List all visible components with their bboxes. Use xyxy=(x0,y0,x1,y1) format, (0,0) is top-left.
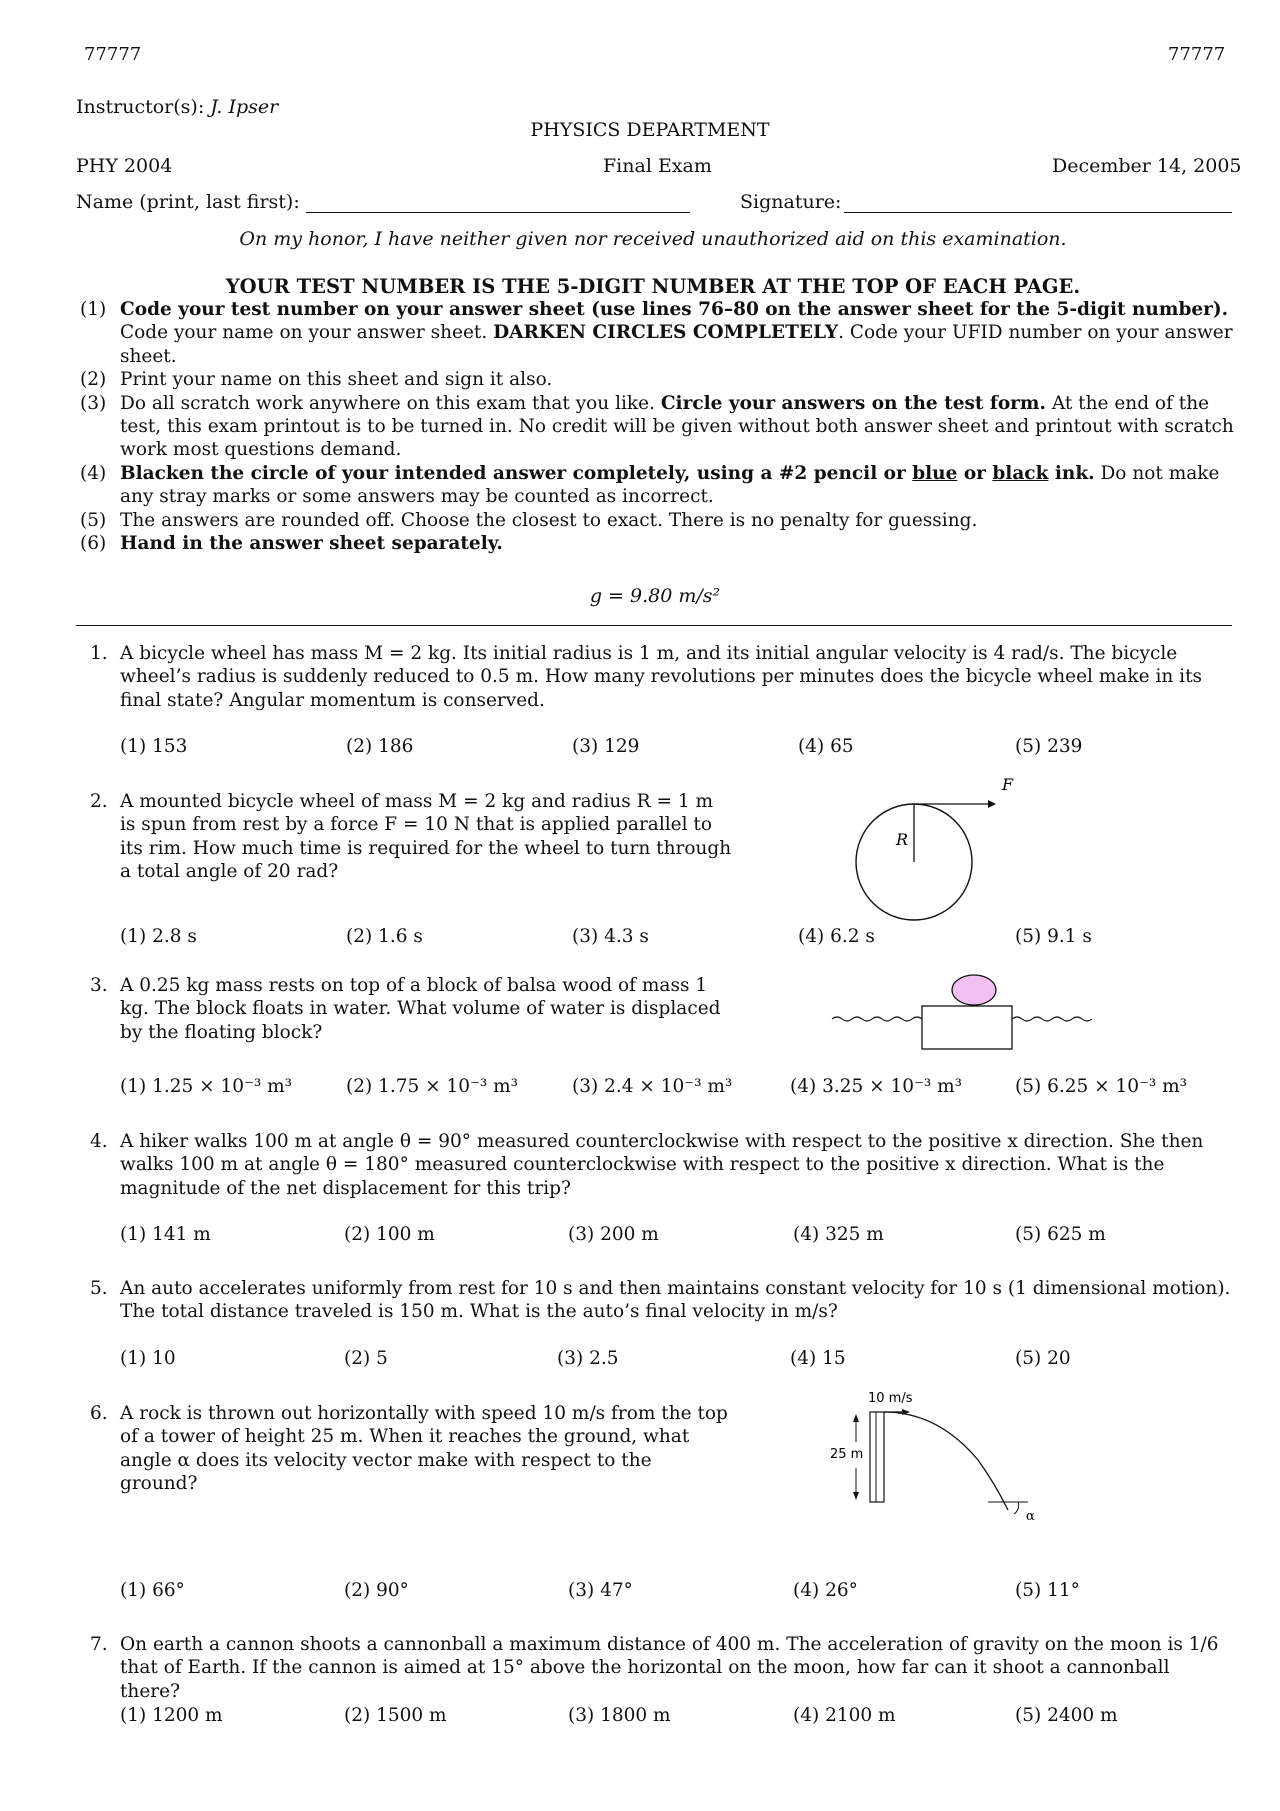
alpha-arc xyxy=(1014,1502,1019,1514)
choice[interactable]: (2) 1.6 s xyxy=(346,926,423,947)
question-5: 5. An auto accelerates uniformly from rest for 10 s and then maintains constant velocity for 10 s (1 dimensional motion). The total distance traveled is 150 m. What is the auto’s final velocity in m/s? xyxy=(90,1278,1231,1323)
choice[interactable]: (5) 11° xyxy=(1015,1580,1080,1601)
question-text: An auto accelerates uniformly from rest for 10 s and then maintains constant velocity for 10 s (1 dimensional motion). The total distance traveled is 150 m. What is the auto’s final velocity in m/s? xyxy=(120,1278,1231,1323)
force-arrowhead xyxy=(988,800,996,808)
choice[interactable]: (1) 1200 m xyxy=(120,1705,223,1726)
department-title: PHYSICS DEPARTMENT xyxy=(530,119,770,141)
choice[interactable]: (2) 90° xyxy=(344,1580,409,1601)
question-4: 4. A hiker walks 100 m at angle θ = 90° measured counterclockwise with respect to the positive x direction. She then walks 100 m at angle θ = 180° measured counterclockwise with respect to the positive x direction. What is the magnitude of the net displacement for this trip? xyxy=(90,1130,1232,1200)
instruction-item: (1) Code your test number on your answer sheet (use lines 76–80 on the answer sheet for the 5-digit number). Code your name on your answer sheet. DARKEN CIRCLES COMPLETELY. Code your UFID number on your answer sheet. xyxy=(80,299,1233,367)
honor-statement: On my honor, I have neither given nor received unauthorized aid on this examination. xyxy=(239,228,1067,250)
test-number-left: 77777 xyxy=(84,44,142,65)
choices-q4 xyxy=(120,1224,1220,1248)
choice[interactable]: (2) 1.75 × 10⁻³ m³ xyxy=(346,1076,519,1097)
height-label: 25 m xyxy=(830,1447,864,1462)
question-6: 6. A rock is thrown out horizontally with speed 10 m/s from the top of a tower of height 25 m. When it reaches the ground, what angle α does its velocity vector make with respect to the ground? xyxy=(90,1402,732,1496)
choice[interactable]: (4) 3.25 × 10⁻³ m³ xyxy=(790,1076,963,1097)
test-number-right: 77777 xyxy=(1168,44,1226,65)
choice[interactable]: (1) 10 xyxy=(120,1348,176,1369)
floating-block-diagram xyxy=(828,966,1108,1058)
signature-field-line[interactable] xyxy=(844,212,1232,213)
question-2: 2. A mounted bicycle wheel of mass M = 2 kg and radius R = 1 m is spun from rest by a force F = 10 N that is applied parallel to its rim. How much time is required for the wheel to turn through a total angle of 20 rad? xyxy=(90,791,732,883)
choices-q3 xyxy=(120,1076,1220,1100)
question-3: 3. A 0.25 kg mass rests on top of a block of balsa wood of mass 1 kg. The block floats in water. What volume of water is displaced by the floating block? xyxy=(90,974,732,1044)
choice[interactable]: (5) 9.1 s xyxy=(1015,926,1092,947)
choice[interactable]: (5) 20 xyxy=(1015,1348,1071,1369)
height-arrowhead-up xyxy=(853,1414,859,1422)
question-7: 7. On earth a cannon shoots a cannonball a maximum distance of 400 m. The acceleration of gravity on the moon is 1/6 that of Earth. If the cannon is aimed at 15° above the horizontal on the moon, how far can it shoot a cannonball there? xyxy=(90,1633,1232,1703)
choices-q6 xyxy=(120,1580,1220,1604)
choice[interactable]: (3) 4.3 s xyxy=(572,926,649,947)
alpha-label: α xyxy=(1026,1509,1035,1524)
choice[interactable]: (2) 100 m xyxy=(344,1224,435,1245)
choice[interactable]: (1) 2.8 s xyxy=(120,926,197,947)
choice[interactable]: (3) 47° xyxy=(568,1580,633,1601)
water-wave-left xyxy=(832,1017,922,1021)
instruction-item: (3) Do all scratch work anywhere on this exam that you like. Circle your answers on the test form. At the end of the test, this exam printout is to be turned in. No credit will be given without both answer sheet and printout with scratch work most questions demand. xyxy=(80,392,1234,461)
instruction-item: (6) Hand in the answer sheet separately. xyxy=(80,533,503,555)
question-text: A rock is thrown out horizontally with speed 10 m/s from the top of a tower of height 25 m. When it reaches the ground, what angle α does its velocity vector make with respect to the ground? xyxy=(120,1403,728,1495)
instructor-name: J. Ipser xyxy=(210,96,279,118)
choice[interactable]: (2) 1500 m xyxy=(344,1705,447,1726)
question-text: A bicycle wheel has mass M = 2 kg. Its initial radius is 1 m, and its initial angular velocity is 4 rad/s. The bicycle wheel’s radius is suddenly reduced to 0.5 m. How many revolutions per minutes does the bicycle wheel make in its final state? Angular momentum is conserved. xyxy=(120,643,1203,711)
choice[interactable]: (2) 5 xyxy=(344,1348,388,1369)
choice[interactable]: (2) 186 xyxy=(346,736,414,757)
choice[interactable]: (3) 2.4 × 10⁻³ m³ xyxy=(572,1076,733,1097)
tower xyxy=(870,1412,884,1502)
radius-label: R xyxy=(896,830,909,849)
name-field-line[interactable] xyxy=(306,212,690,213)
projectile-diagram xyxy=(828,1386,1068,1536)
instruction-item: (2) Print your name on this sheet and sign it also. xyxy=(80,369,553,391)
question-1: 1. A bicycle wheel has mass M = 2 kg. Its initial radius is 1 m, and its initial angular velocity is 4 rad/s. The bicycle wheel’s radius is suddenly reduced to 0.5 m. How many revolutions per minutes does the bicycle wheel make in its final state? Angular momentum is conserved. xyxy=(90,642,1232,712)
instruction-item: (4) Blacken the circle of your intended answer completely, using a #2 pencil or blue or black ink. Do not make any stray marks or some answers may be counted as incorrect. xyxy=(80,462,1220,508)
question-text: A mounted bicycle wheel of mass M = 2 kg and radius R = 1 m is spun from rest by a force F = 10 N that is applied parallel to its rim. How much time is required for the wheel to turn through a total angle of 20 rad? xyxy=(120,791,732,883)
question-text: A 0.25 kg mass rests on top of a block of balsa wood of mass 1 kg. The block floats in water. What volume of water is displaced by the floating block? xyxy=(120,975,721,1043)
force-label: F xyxy=(1002,775,1014,794)
instruction-list xyxy=(80,298,1240,555)
section-divider xyxy=(76,625,1232,626)
instructions-title: YOUR TEST NUMBER IS THE 5-DIGIT NUMBER AT THE TOP OF EACH PAGE. xyxy=(225,275,1081,298)
choices-q2 xyxy=(120,926,1220,950)
choice[interactable]: (1) 1.25 × 10⁻³ m³ xyxy=(120,1076,293,1097)
choice[interactable]: (5) 2400 m xyxy=(1015,1705,1118,1726)
choice[interactable]: (1) 153 xyxy=(120,736,188,757)
name-label: Name (print, last first): xyxy=(76,191,300,213)
choice[interactable]: (4) 2100 m xyxy=(793,1705,896,1726)
exam-date: December 14, 2005 xyxy=(1052,155,1242,177)
choice[interactable]: (4) 6.2 s xyxy=(798,926,875,947)
gravity-constant: g = 9.80 m/s² xyxy=(589,585,721,607)
choice[interactable]: (3) 2.5 xyxy=(557,1348,619,1369)
exam-title: Final Exam xyxy=(603,155,712,177)
question-text: On earth a cannon shoots a cannonball a maximum distance of 400 m. The acceleration of gravity on the moon is 1/6 that of Earth. If the cannon is aimed at 15° above the horizontal on the moon, how far can it shoot a cannonball there? xyxy=(120,1634,1219,1702)
choice[interactable]: (5) 239 xyxy=(1015,736,1083,757)
choice[interactable]: (4) 15 xyxy=(790,1348,846,1369)
choices-q7 xyxy=(120,1705,1220,1729)
choice[interactable]: (4) 65 xyxy=(798,736,854,757)
instructor-line xyxy=(76,96,278,118)
signature-label: Signature: xyxy=(740,191,842,213)
choice[interactable]: (4) 325 m xyxy=(793,1224,884,1245)
water-wave-right xyxy=(1012,1017,1092,1021)
trajectory-curve xyxy=(884,1412,1008,1510)
choices-q5 xyxy=(120,1348,1220,1372)
choice[interactable]: (4) 26° xyxy=(793,1580,858,1601)
choice[interactable]: (5) 625 m xyxy=(1015,1224,1106,1245)
balsa-block xyxy=(922,1006,1012,1049)
choice[interactable]: (3) 200 m xyxy=(568,1224,659,1245)
instruction-item: (5) The answers are rounded off. Choose the closest to exact. There is no penalty for guessing. xyxy=(80,509,978,531)
question-text: A hiker walks 100 m at angle θ = 90° measured counterclockwise with respect to the positive x direction. She then walks 100 m at angle θ = 180° measured counterclockwise with respect to the positive x direction. What is the magnitude of the net displacement for this trip? xyxy=(120,1131,1204,1199)
choice[interactable]: (5) 6.25 × 10⁻³ m³ xyxy=(1015,1076,1188,1097)
height-arrowhead-down xyxy=(853,1492,859,1500)
choice[interactable]: (1) 141 m xyxy=(120,1224,211,1245)
choice[interactable]: (1) 66° xyxy=(120,1580,185,1601)
choices-q1 xyxy=(120,736,1220,760)
mass-ellipse xyxy=(952,975,996,1005)
wheel-force-diagram xyxy=(840,772,1040,942)
choice[interactable]: (3) 129 xyxy=(572,736,640,757)
instructor-label: Instructor(s): xyxy=(76,96,205,118)
choice[interactable]: (3) 1800 m xyxy=(568,1705,671,1726)
speed-label: 10 m/s xyxy=(868,1391,913,1406)
course-code: PHY 2004 xyxy=(76,155,173,177)
